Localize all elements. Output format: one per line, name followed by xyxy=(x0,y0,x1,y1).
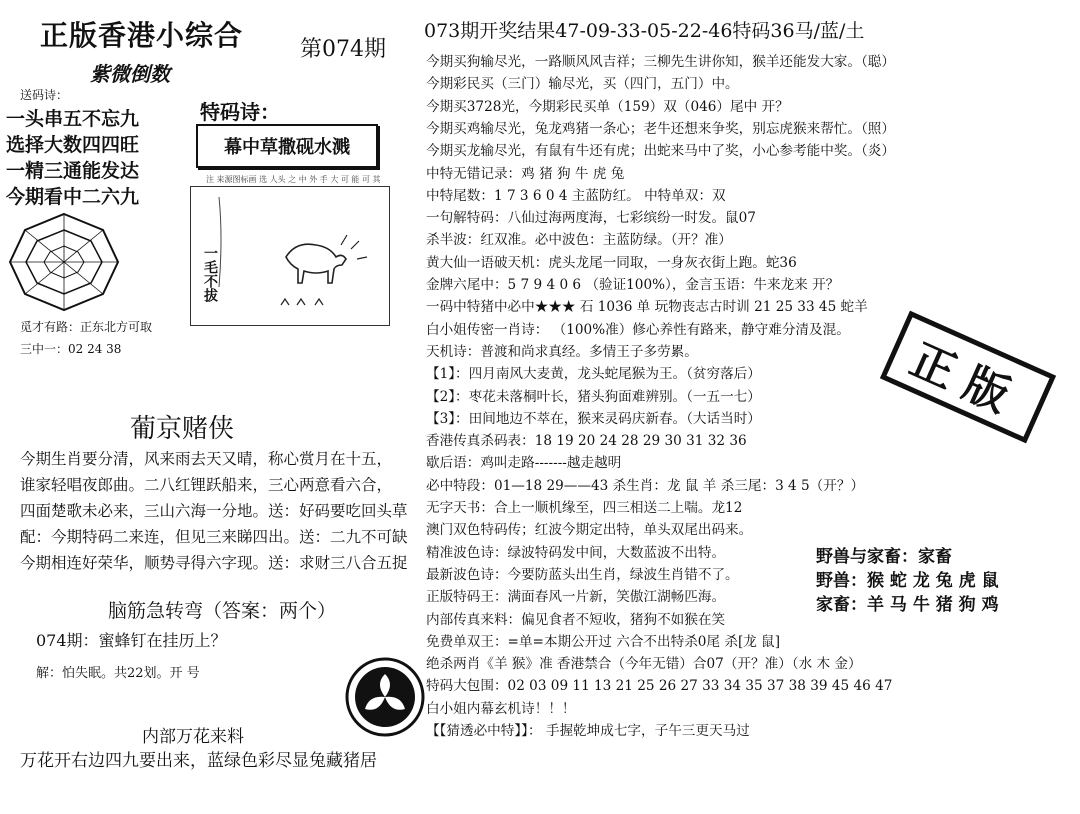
info-line: 无字天书：合上一顺机缘至，四三相送二上喘。龙12 xyxy=(426,500,743,516)
animal-category: 野兽与家畜：家畜 xyxy=(816,547,952,567)
info-line: 香港传真杀码表：18 19 20 24 28 29 30 31 32 36 xyxy=(426,433,747,450)
info-line: 今期彩民买（三门）输尽光，买（四门，五门）中。 xyxy=(426,76,739,93)
wanhua-title: 内部万花来料 xyxy=(142,727,244,747)
info-line: 白小姐内幕玄机诗！！！ xyxy=(426,700,576,717)
wealth-direction: 觅才有路：正东北方可取 xyxy=(20,320,153,334)
info-line: 金牌六尾中：5 7 9 4 0 6 （验证100%），金言玉语：牛来龙来 开？ xyxy=(426,277,840,293)
pujing-line: 谁家轻唱夜郎曲。二八红锂跃船来，三心两意看六合， xyxy=(20,476,393,494)
pujing-title: 葡京赌侠 xyxy=(130,414,235,444)
info-line: 歇后语：鸡叫走路-------越走越明 xyxy=(426,455,622,472)
info-line: 特码大包围：02 03 09 11 13 21 25 26 27 33 34 35 37 38 39 45 46 47 xyxy=(426,678,893,695)
info-line: 【1】：四月南风大麦黄，龙头蛇尾猴为王。（贫穷落后） xyxy=(426,366,761,383)
brain-teaser-question: 074期：蜜蜂钉在挂历上？ xyxy=(36,631,227,650)
info-line: 杀半波：红双准。必中波色：主蓝防绿。（开？准） xyxy=(426,232,732,249)
picture-caption: 注 来源图标画 选 人头 之 中 外 手 大 可 能 可 其 xyxy=(206,175,381,184)
brain-teaser-answer: 解：怕失眠。共22划。开 号 xyxy=(36,666,200,681)
authentic-stamp xyxy=(880,311,1056,444)
pujing-line: 今期生肖要分清，风来雨去天又晴，称心赏月在十五， xyxy=(20,450,393,468)
info-line: 中特无错记录：鸡 猪 狗 牛 虎 兔 xyxy=(426,165,625,182)
info-line: 【2】：枣花未落桐叶长，猪头狗面难辨别。（一五一七） xyxy=(426,388,761,405)
songma-label: 送码诗： xyxy=(20,88,69,102)
info-line: 最新波色诗：今要防蓝头出生肖，绿波生肖错不了。 xyxy=(426,566,739,583)
info-line: 正版特码王：满面春风一片新，笑傲江湖畅匹海。 xyxy=(426,589,726,606)
info-line: 中特尾数：1 7 3 6 0 4 主蓝防红。 中特单双：双 xyxy=(426,187,726,204)
bagua-icon xyxy=(8,212,120,316)
info-line: 【【猜透必中特】】： 手握乾坤成七字，子午三更天马过 xyxy=(426,723,750,739)
animal-sketch-icon xyxy=(191,187,389,325)
poem-line: 一精三通能发达 xyxy=(6,160,140,182)
info-line: 精准波色诗：绿波特码发中间，大数蓝波不出特。 xyxy=(426,544,726,561)
info-line: 今期买狗输尽光，一路顺风风吉祥；三柳先生讲你知，猴羊还能发大家。（聪） xyxy=(426,54,895,70)
stamp-text: 正版 xyxy=(902,334,1030,428)
pujing-line: 配：今期特码二来连，但见三来睇四出。送：二九不可缺 xyxy=(20,528,408,546)
brain-teaser-title: 脑筋急转弯（答案：两个） xyxy=(108,600,337,622)
info-line: 免费单双王：=单=本期公开过 六合不出特杀0尾 杀[龙 鼠] xyxy=(426,633,781,650)
wanhua-text: 万花开右边四九要出来，蓝绿色彩尽显兔藏猪居 xyxy=(20,751,377,771)
three-pick-one: 三中一：02 24 38 xyxy=(20,342,122,356)
page-title: 正版香港小综合 xyxy=(40,19,244,52)
info-line: 必中特段：01—18 29——43 杀生肖：龙 鼠 羊 杀三尾：3 4 5（开？） xyxy=(426,477,865,494)
picture-frame xyxy=(190,186,390,326)
issue-number: 第074期 xyxy=(300,37,386,62)
info-line: 白小姐传密一肖诗： （100%准）修心养性有路来，静守难分清及混。 xyxy=(426,321,850,338)
hk-emblem-icon xyxy=(344,656,426,742)
info-line: 澳门双色特码传；红波今期定出特，单头双尾出码来。 xyxy=(426,522,753,539)
poem-line: 今期看中二六九 xyxy=(6,186,140,208)
poem-line: 选择大数四四旺 xyxy=(6,134,140,156)
poem-line: 一头串五不忘九 xyxy=(6,108,140,130)
animal-category: 家畜：羊 马 牛 猪 狗 鸡 xyxy=(816,595,999,615)
subtitle: 紫微倒数 xyxy=(90,62,170,86)
info-line: 天机诗：普渡和尚求真经。多情王子多劳累。 xyxy=(426,343,698,360)
info-line: 今期买龙输尽光，有鼠有牛还有虎；出蛇来马中了奖，小心参考能中奖。（炎） xyxy=(426,143,895,160)
info-line: 一句解特码：八仙过海两度海，七彩缤纷一时发。鼠07 xyxy=(426,210,756,227)
tema-box-text: 幕中草撒砚水溅 xyxy=(224,137,350,158)
animal-category: 野兽：猴 蛇 龙 兔 虎 鼠 xyxy=(816,571,999,591)
previous-result: 073期开奖结果47-09-33-05-22-46特码36马/蓝/土 xyxy=(424,20,865,42)
picture-vertical-text: 一毛不拔 xyxy=(202,246,218,302)
info-line: 今期买鸡输尽光，兔龙鸡猪一条心；老牛还想来争奖，别忘虎猴来帮忙。（照） xyxy=(426,120,895,137)
info-line: 绝杀两肖《羊 猴》准 香港禁合（今年无错）合07（开？准）（水 木 金） xyxy=(426,656,862,673)
tema-box xyxy=(196,124,378,168)
info-line: 今期买3728光，今期彩民买单（159）双（046）尾中 开？ xyxy=(426,98,789,115)
tema-label: 特码诗： xyxy=(200,100,280,124)
info-line: 一码中特猪中必中★★★ 石 1036 单 玩物丧志古时训 21 25 33 45 蛇羊 xyxy=(426,299,868,316)
info-line: 【3】：田间地边不萃在，猴来灵码庆新春。（大话当时） xyxy=(426,410,761,427)
pujing-line: 四面楚歌未必来，三山六海一分地。送：好码要吃回头草 xyxy=(20,502,408,520)
pujing-line: 今期相连好荣华，顺势寻得六字现。送：求财三八合五捉 xyxy=(20,554,408,572)
info-line: 黄大仙一语破天机：虎头龙尾一同取，一身灰衣街上跑。蛇36 xyxy=(426,254,797,271)
info-line: 内部传真来料：偏见食者不短收，猪狗不如猴在笑 xyxy=(426,611,726,628)
